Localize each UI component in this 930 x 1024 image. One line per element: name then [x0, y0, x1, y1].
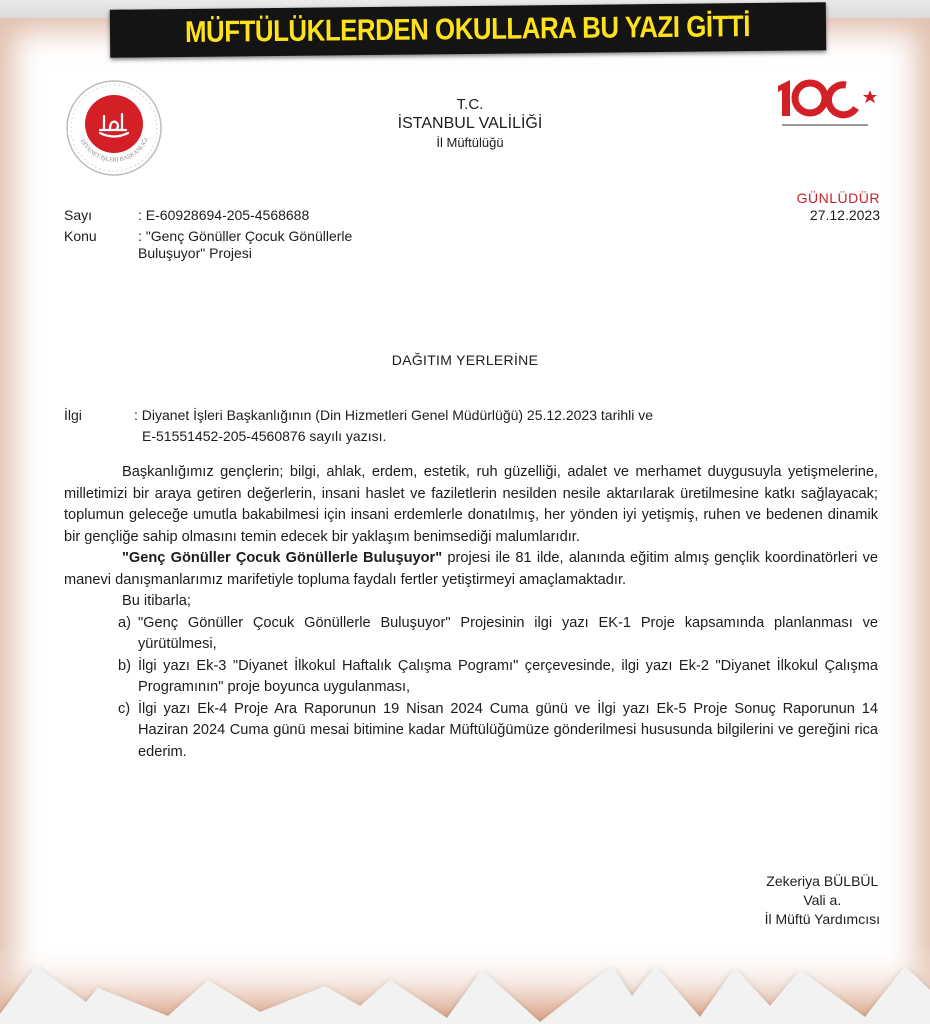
diyanet-seal-icon	[64, 78, 164, 178]
list-text: "Genç Gönüller Çocuk Gönüllerle Buluşuyor" Projesinin ilgi yazı EK-1 Proje kapsamında planlanması ve yürütülmesi,	[138, 614, 878, 652]
document-date: 27.12.2023	[809, 207, 880, 223]
letterhead	[370, 95, 570, 152]
konu-label: Konu	[64, 228, 97, 244]
letterhead-mufti: İl Müftülüğü	[436, 135, 504, 150]
paragraph-2	[64, 548, 878, 591]
letter-body	[64, 462, 878, 763]
list-text: İlgi yazı Ek-3 "Diyanet İlkokul Haftalık Çalışma Pogramı" çerçevesinde, ilgi yazı Ek-2 "Diyanet İlkokul Çalışma Programının" proje boyunca uygulanması,	[138, 657, 878, 695]
signature-block	[765, 872, 880, 929]
letterhead-valilik: İSTANBUL VALİLİĞİ	[397, 115, 543, 132]
document-meta	[64, 207, 438, 262]
ilgi-row	[64, 405, 734, 447]
urgency-label: GÜNLÜDÜR	[796, 190, 880, 206]
list-marker: a)	[118, 614, 131, 631]
urgency-stamp	[797, 190, 880, 224]
list-item	[118, 613, 878, 656]
konu-row	[64, 228, 438, 262]
konu-value: : "Genç Gönüller Çocuk Gönüllerle Buluşuyor" Projesi	[138, 228, 353, 261]
sayi-label: Sayı	[64, 207, 93, 223]
letterhead-tc: T.C.	[456, 96, 484, 113]
turkiye-100-yil-logo-icon	[772, 72, 882, 134]
ilgi-value	[134, 405, 734, 447]
paragraph-3: Bu itibarla;	[122, 593, 191, 609]
distribution-heading: DAĞITIM YERLERİNE	[391, 352, 539, 368]
list-item	[118, 656, 878, 699]
headline-text: MÜFTÜLÜKLERDEN OKULLARA BU YAZI GİTTİ	[185, 10, 751, 49]
sayi-row	[64, 207, 438, 224]
paragraph-2-rest: projesi ile 81 ilde, alanında eğitim almış gençlik koordinatörleri ve manevi danışmanlarımız marifetiyle topluma faydalı fertler yetiştirmeyi amaçlamaktadır.	[64, 550, 878, 588]
list-marker: b)	[118, 657, 131, 674]
list-text: İlgi yazı Ek-4 Proje Ara Raporunun 19 Nisan 2024 Cuma günü ve İlgi yazı Ek-5 Proje Sonuç Raporunun 14 Haziran 2024 Cuma günü mesai bitimine kadar Müftülüğümüze gönderilmesi hususunda bilgilerini ve gereğini rica ederim.	[138, 700, 878, 760]
ilgi-line-1: : Diyanet İşleri Başkanlığının (Din Hizmetleri Genel Müdürlüğü) 25.12.2023 tarihli ve	[134, 407, 654, 423]
svg-text:DİYANET İŞLERİ BAŞKANLIĞI: DİYANET İŞLERİ BAŞKANLIĞI	[78, 137, 150, 164]
headline-banner	[110, 2, 826, 57]
project-name: "Genç Gönüller Çocuk Gönüllerle Buluşuyor"	[122, 550, 443, 566]
paragraph-1: Başkanlığımız gençlerin; bilgi, ahlak, erdem, estetik, ruh güzelliği, adalet ve merhamet duygusuyla yetişmelerine, milletimizi bir araya getiren değerlerin, insani haslet ve faziletlerin nesilden nesile aktarılarak üretilmesine katkı sağlayacak; toplumun geleceğe umutla bakabilmesi için insani erdemlerle donatılmış, her yönden iyi yetişmiş, ruhen ve bedenen dinamik bir gençliğe sahip olmasını temin edecek bir yaklaşım benimsediği malumlarıdır.	[64, 464, 878, 545]
list-item	[118, 699, 878, 764]
sayi-value: : E-60928694-205-4568688	[138, 207, 310, 223]
ilgi-line-2: E-51551452-205-4560876 sayılı yazısı.	[142, 428, 387, 444]
list-marker: c)	[118, 700, 131, 717]
signatory-capacity: Vali a.	[803, 892, 842, 908]
signatory-title: İl Müftü Yardımcısı	[764, 911, 880, 927]
ilgi-label: İlgi	[64, 407, 82, 423]
signatory-name: Zekeriya BÜLBÜL	[766, 873, 879, 889]
instruction-list	[64, 613, 878, 764]
